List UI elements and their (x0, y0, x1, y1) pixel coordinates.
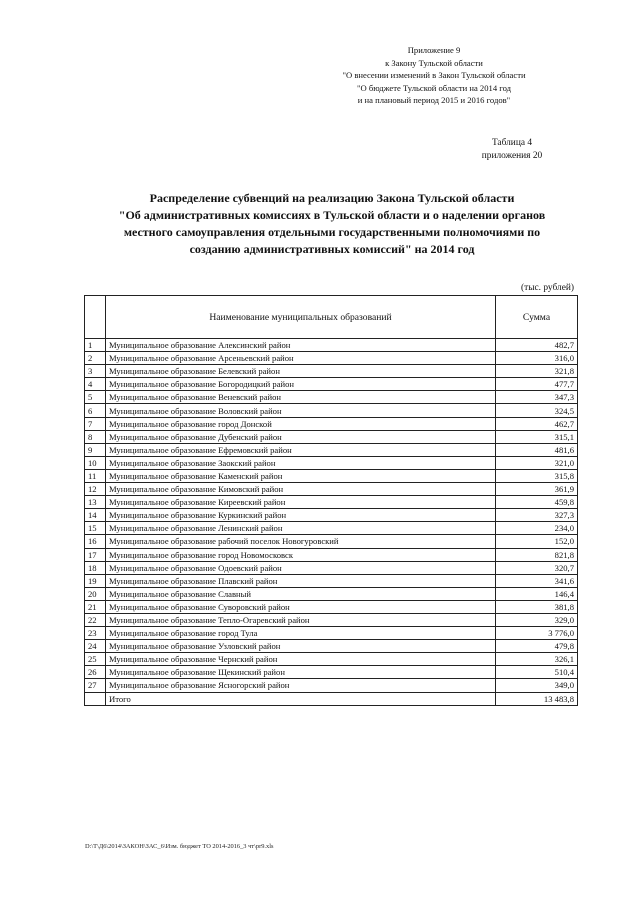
row-number: 5 (85, 391, 106, 404)
subsidy-amount: 821,8 (496, 548, 578, 561)
row-number: 23 (85, 627, 106, 640)
municipality-name: Муниципальное образование Киреевский район (106, 496, 496, 509)
subsidy-amount: 341,6 (496, 574, 578, 587)
table-row (85, 391, 578, 404)
subsidy-amount: 477,7 (496, 378, 578, 391)
document-title (88, 190, 576, 258)
table-row (85, 483, 578, 496)
table-row (85, 600, 578, 613)
municipality-name: Муниципальное образование Чернский район (106, 653, 496, 666)
row-number: 14 (85, 509, 106, 522)
subsidy-amount: 316,0 (496, 352, 578, 365)
municipality-name: Муниципальное образование город Новомосковск (106, 548, 496, 561)
table-row (85, 666, 578, 679)
row-number: 8 (85, 430, 106, 443)
municipality-name: Муниципальное образование Куркинский район (106, 509, 496, 522)
municipality-name: Муниципальное образование Алексинский район (106, 339, 496, 352)
row-number: 19 (85, 574, 106, 587)
subsidy-amount: 381,8 (496, 600, 578, 613)
subsidy-table (84, 295, 578, 706)
table-reference (452, 137, 572, 163)
units-label: (тыс. рублей) (520, 283, 574, 293)
row-number: 13 (85, 496, 106, 509)
municipality-name: Муниципальное образование Одоевский район (106, 561, 496, 574)
table-row (85, 404, 578, 417)
total-label: Итого (106, 692, 496, 705)
subsidy-amount: 327,3 (496, 509, 578, 522)
subsidy-amount: 320,7 (496, 561, 578, 574)
table-row (85, 679, 578, 692)
subsidy-amount: 479,8 (496, 640, 578, 653)
row-number: 10 (85, 456, 106, 469)
subsidy-amount: 315,1 (496, 430, 578, 443)
table-row (85, 469, 578, 482)
table-row (85, 535, 578, 548)
municipality-name: Муниципальное образование Тепло-Огаревский район (106, 613, 496, 626)
table-row (85, 378, 578, 391)
appendix-line: Приложение 9 (407, 45, 461, 55)
table-row (85, 352, 578, 365)
subsidy-amount: 234,0 (496, 522, 578, 535)
appendix-line: и на плановый период 2015 и 2016 годов" (357, 95, 511, 106)
table-row (85, 561, 578, 574)
row-number: 26 (85, 666, 106, 679)
subsidy-amount: 481,6 (496, 443, 578, 456)
title-line: Распределение субвенций на реализацию Закона Тульской области (149, 191, 515, 205)
municipality-name: Муниципальное образование Ефремовский район (106, 443, 496, 456)
table-row (85, 339, 578, 352)
subsidy-amount: 321,0 (496, 456, 578, 469)
row-number: 4 (85, 378, 106, 391)
table-row (85, 574, 578, 587)
table-row (85, 522, 578, 535)
row-number: 18 (85, 561, 106, 574)
subsidy-amount: 510,4 (496, 666, 578, 679)
row-number: 27 (85, 679, 106, 692)
municipality-name: Муниципальное образование город Донской (106, 417, 496, 430)
row-number: 21 (85, 600, 106, 613)
subsidy-amount: 315,8 (496, 469, 578, 482)
subsidy-amount: 152,0 (496, 535, 578, 548)
municipality-name: Муниципальное образование Воловский район (106, 404, 496, 417)
header-name: Наименование муниципальных образований (106, 296, 496, 339)
municipality-name: Муниципальное образование Каменский район (106, 469, 496, 482)
table-row (85, 456, 578, 469)
subsidy-amount: 326,1 (496, 653, 578, 666)
table-row (85, 640, 578, 653)
table-header-row (85, 296, 578, 339)
subsidy-amount: 3 776,0 (496, 627, 578, 640)
appendix-line: "О бюджете Тульской области на 2014 год (357, 82, 511, 93)
file-path-footer: D:\Т\Д6\2014\ЗАКОН\ЗАС_6\Изм. бюджет ТО 2014-2016_3 чт\pr9.xls (85, 843, 274, 850)
total-amount: 13 483,8 (496, 692, 578, 705)
title-line: местного самоуправления отдельными государственными полномочиями по (123, 225, 541, 239)
municipality-name: Муниципальное образование Богородицкий район (106, 378, 496, 391)
municipality-name: Муниципальное образование Арсеньевский район (106, 352, 496, 365)
subsidy-amount: 349,0 (496, 679, 578, 692)
municipality-name: Муниципальное образование Узловский район (106, 640, 496, 653)
municipality-name: Муниципальное образование Славный (106, 587, 496, 600)
row-number: 3 (85, 365, 106, 378)
row-number: 12 (85, 483, 106, 496)
row-number: 25 (85, 653, 106, 666)
subsidy-amount: 347,3 (496, 391, 578, 404)
table-ref-line: приложения 20 (481, 151, 543, 161)
table-row (85, 587, 578, 600)
table-row (85, 443, 578, 456)
table-row (85, 496, 578, 509)
subsidy-amount: 462,7 (496, 417, 578, 430)
header-number (85, 296, 106, 339)
table-row (85, 627, 578, 640)
municipality-name: Муниципальное образование рабочий поселок Новогуровский (106, 535, 496, 548)
total-number-cell (85, 692, 106, 705)
row-number: 2 (85, 352, 106, 365)
subsidy-amount: 321,8 (496, 365, 578, 378)
row-number: 24 (85, 640, 106, 653)
row-number: 15 (85, 522, 106, 535)
subsidy-amount: 324,5 (496, 404, 578, 417)
municipality-name: Муниципальное образование Веневский район (106, 391, 496, 404)
appendix-line: к Закону Тульской области (385, 57, 483, 68)
appendix-line: "О внесении изменений в Закон Тульской области (342, 70, 526, 81)
subsidy-amount: 146,4 (496, 587, 578, 600)
row-number: 7 (85, 417, 106, 430)
row-number: 22 (85, 613, 106, 626)
table-row (85, 653, 578, 666)
title-line: созданию административных комиссий" на 2014 год (189, 242, 475, 256)
table-row (85, 430, 578, 443)
municipality-name: Муниципальное образование Кимовский район (106, 483, 496, 496)
title-line: "Об административных комиссиях в Тульской области и о наделении органов (118, 208, 546, 222)
row-number: 11 (85, 469, 106, 482)
row-number: 9 (85, 443, 106, 456)
subsidy-amount: 329,0 (496, 613, 578, 626)
row-number: 1 (85, 339, 106, 352)
row-number: 20 (85, 587, 106, 600)
row-number: 16 (85, 535, 106, 548)
total-row (85, 692, 578, 705)
municipality-name: Муниципальное образование Плавский район (106, 574, 496, 587)
municipality-name: Муниципальное образование Белевский район (106, 365, 496, 378)
subsidy-amount: 482,7 (496, 339, 578, 352)
table-ref-line: Таблица 4 (491, 138, 533, 148)
subsidy-amount: 459,8 (496, 496, 578, 509)
appendix-header (294, 44, 574, 107)
row-number: 6 (85, 404, 106, 417)
row-number: 17 (85, 548, 106, 561)
municipality-name: Муниципальное образование Дубенский район (106, 430, 496, 443)
table-row (85, 417, 578, 430)
subsidy-amount: 361,9 (496, 483, 578, 496)
table-row (85, 613, 578, 626)
municipality-name: Муниципальное образование Ясногорский район (106, 679, 496, 692)
table-row (85, 548, 578, 561)
header-amount: Сумма (496, 296, 578, 339)
municipality-name: Муниципальное образование Ленинский район (106, 522, 496, 535)
municipality-name: Муниципальное образование Заокский район (106, 456, 496, 469)
municipality-name: Муниципальное образование Суворовский район (106, 600, 496, 613)
municipality-name: Муниципальное образование Щекинский район (106, 666, 496, 679)
municipality-name: Муниципальное образование город Тула (106, 627, 496, 640)
table-row (85, 365, 578, 378)
table-row (85, 509, 578, 522)
